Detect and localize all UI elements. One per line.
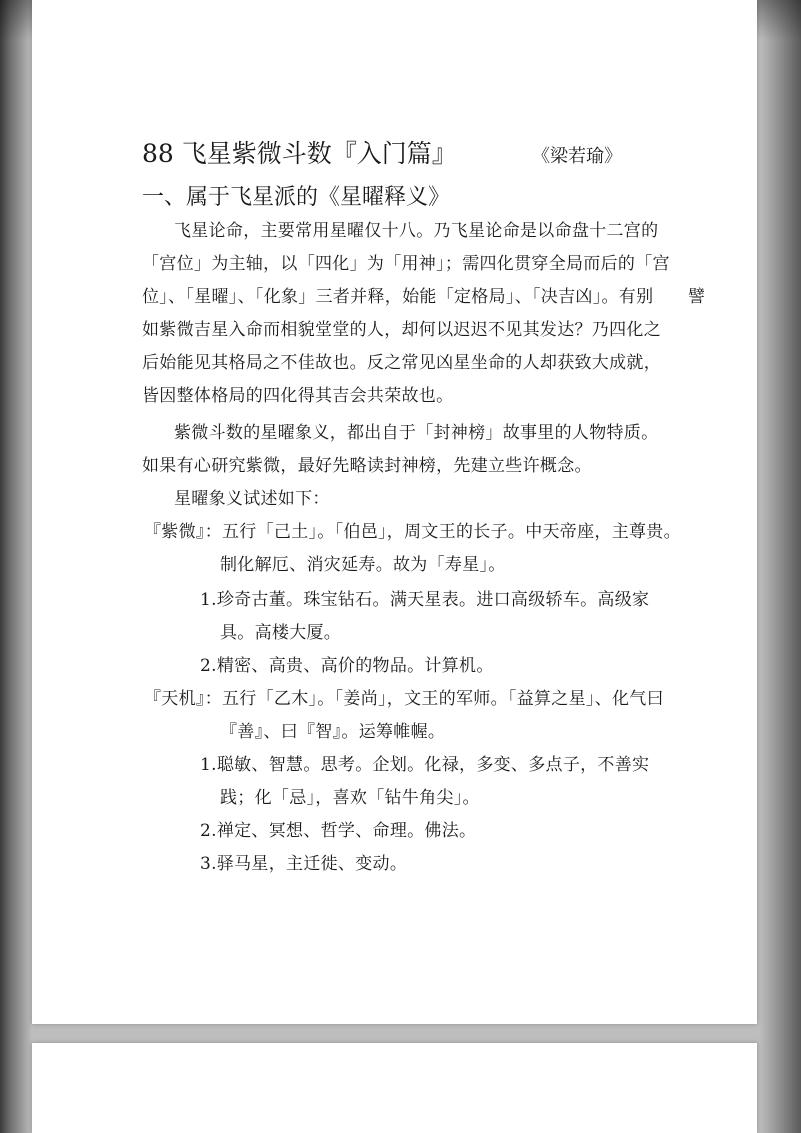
document-author: 《梁若瑜》 — [532, 146, 622, 167]
star-item: 1.珍奇古董。珠宝钻石。满天星表。进口高级轿车。高级家 — [200, 590, 650, 610]
paragraph-line: 皆因整体格局的四化得其吉会共荣故也。 — [142, 386, 454, 406]
next-page — [32, 1043, 757, 1133]
paragraph-line: 如果有心研究紫微，最好先略读封神榜，先建立些许概念。 — [142, 456, 592, 476]
star-item: 3.驿马星，主迁徙、变动。 — [200, 854, 408, 874]
paragraph-line: 「宫位」为主轴，以「四化」为「用神」；需四化贯穿全局而后的「宫 — [142, 254, 670, 274]
star-entry-ziwei: 『紫微』：五行「己土」。「伯邑」，周文王的长子。中天帝座，主尊贵。 — [144, 522, 681, 542]
star-item-continuation: 践；化「忌」，喜欢「钻牛角尖」。 — [220, 788, 480, 808]
document-page — [32, 0, 757, 1024]
star-item: 2.精密、高贵、高价的物品。计算机。 — [200, 656, 494, 676]
star-entry-continuation: 制化解厄、消灾延寿。故为「寿星」。 — [220, 555, 506, 575]
paragraph-line: 位」、「星曜」、「化象」三者并释，始能「定格局」、「决吉凶」。有别 譬 — [142, 287, 706, 307]
paragraph-line: 后始能见其格局之不佳故也。反之常见凶星坐命的人却获致大成就， — [142, 353, 661, 373]
star-item: 1.聪敏、智慧。思考。企划。化禄，多变、多点子，不善实 — [200, 755, 650, 775]
section-heading: 一、属于飞星派的《星曜释义》 — [142, 185, 451, 210]
star-item-continuation: 具。高楼大厦。 — [220, 623, 342, 643]
document-title: 88 飞星紫微斗数『入门篇』 — [142, 139, 457, 168]
paragraph-line: 飞星论命，主要常用星曜仅十八。乃飞星论命是以命盘十二宫的 — [174, 221, 659, 241]
star-entry-tianji: 『天机』：五行「乙木」。「姜尚」，文王的军师。「益算之星」、化气曰 — [144, 689, 664, 709]
paragraph-line: 如紫微吉星入命而相貌堂堂的人，却何以迟迟不见其发达？乃四化之 — [142, 320, 661, 340]
paragraph-line: 紫微斗数的星曜象义，都出自于「封神榜」故事里的人物特质。 — [174, 423, 659, 443]
intro-line: 星曜象义试述如下： — [174, 489, 330, 509]
star-item: 2.禅定、冥想、哲学、命理。佛法。 — [200, 821, 477, 841]
star-entry-continuation: 『善』、曰『智』。运筹帷幄。 — [220, 722, 446, 742]
